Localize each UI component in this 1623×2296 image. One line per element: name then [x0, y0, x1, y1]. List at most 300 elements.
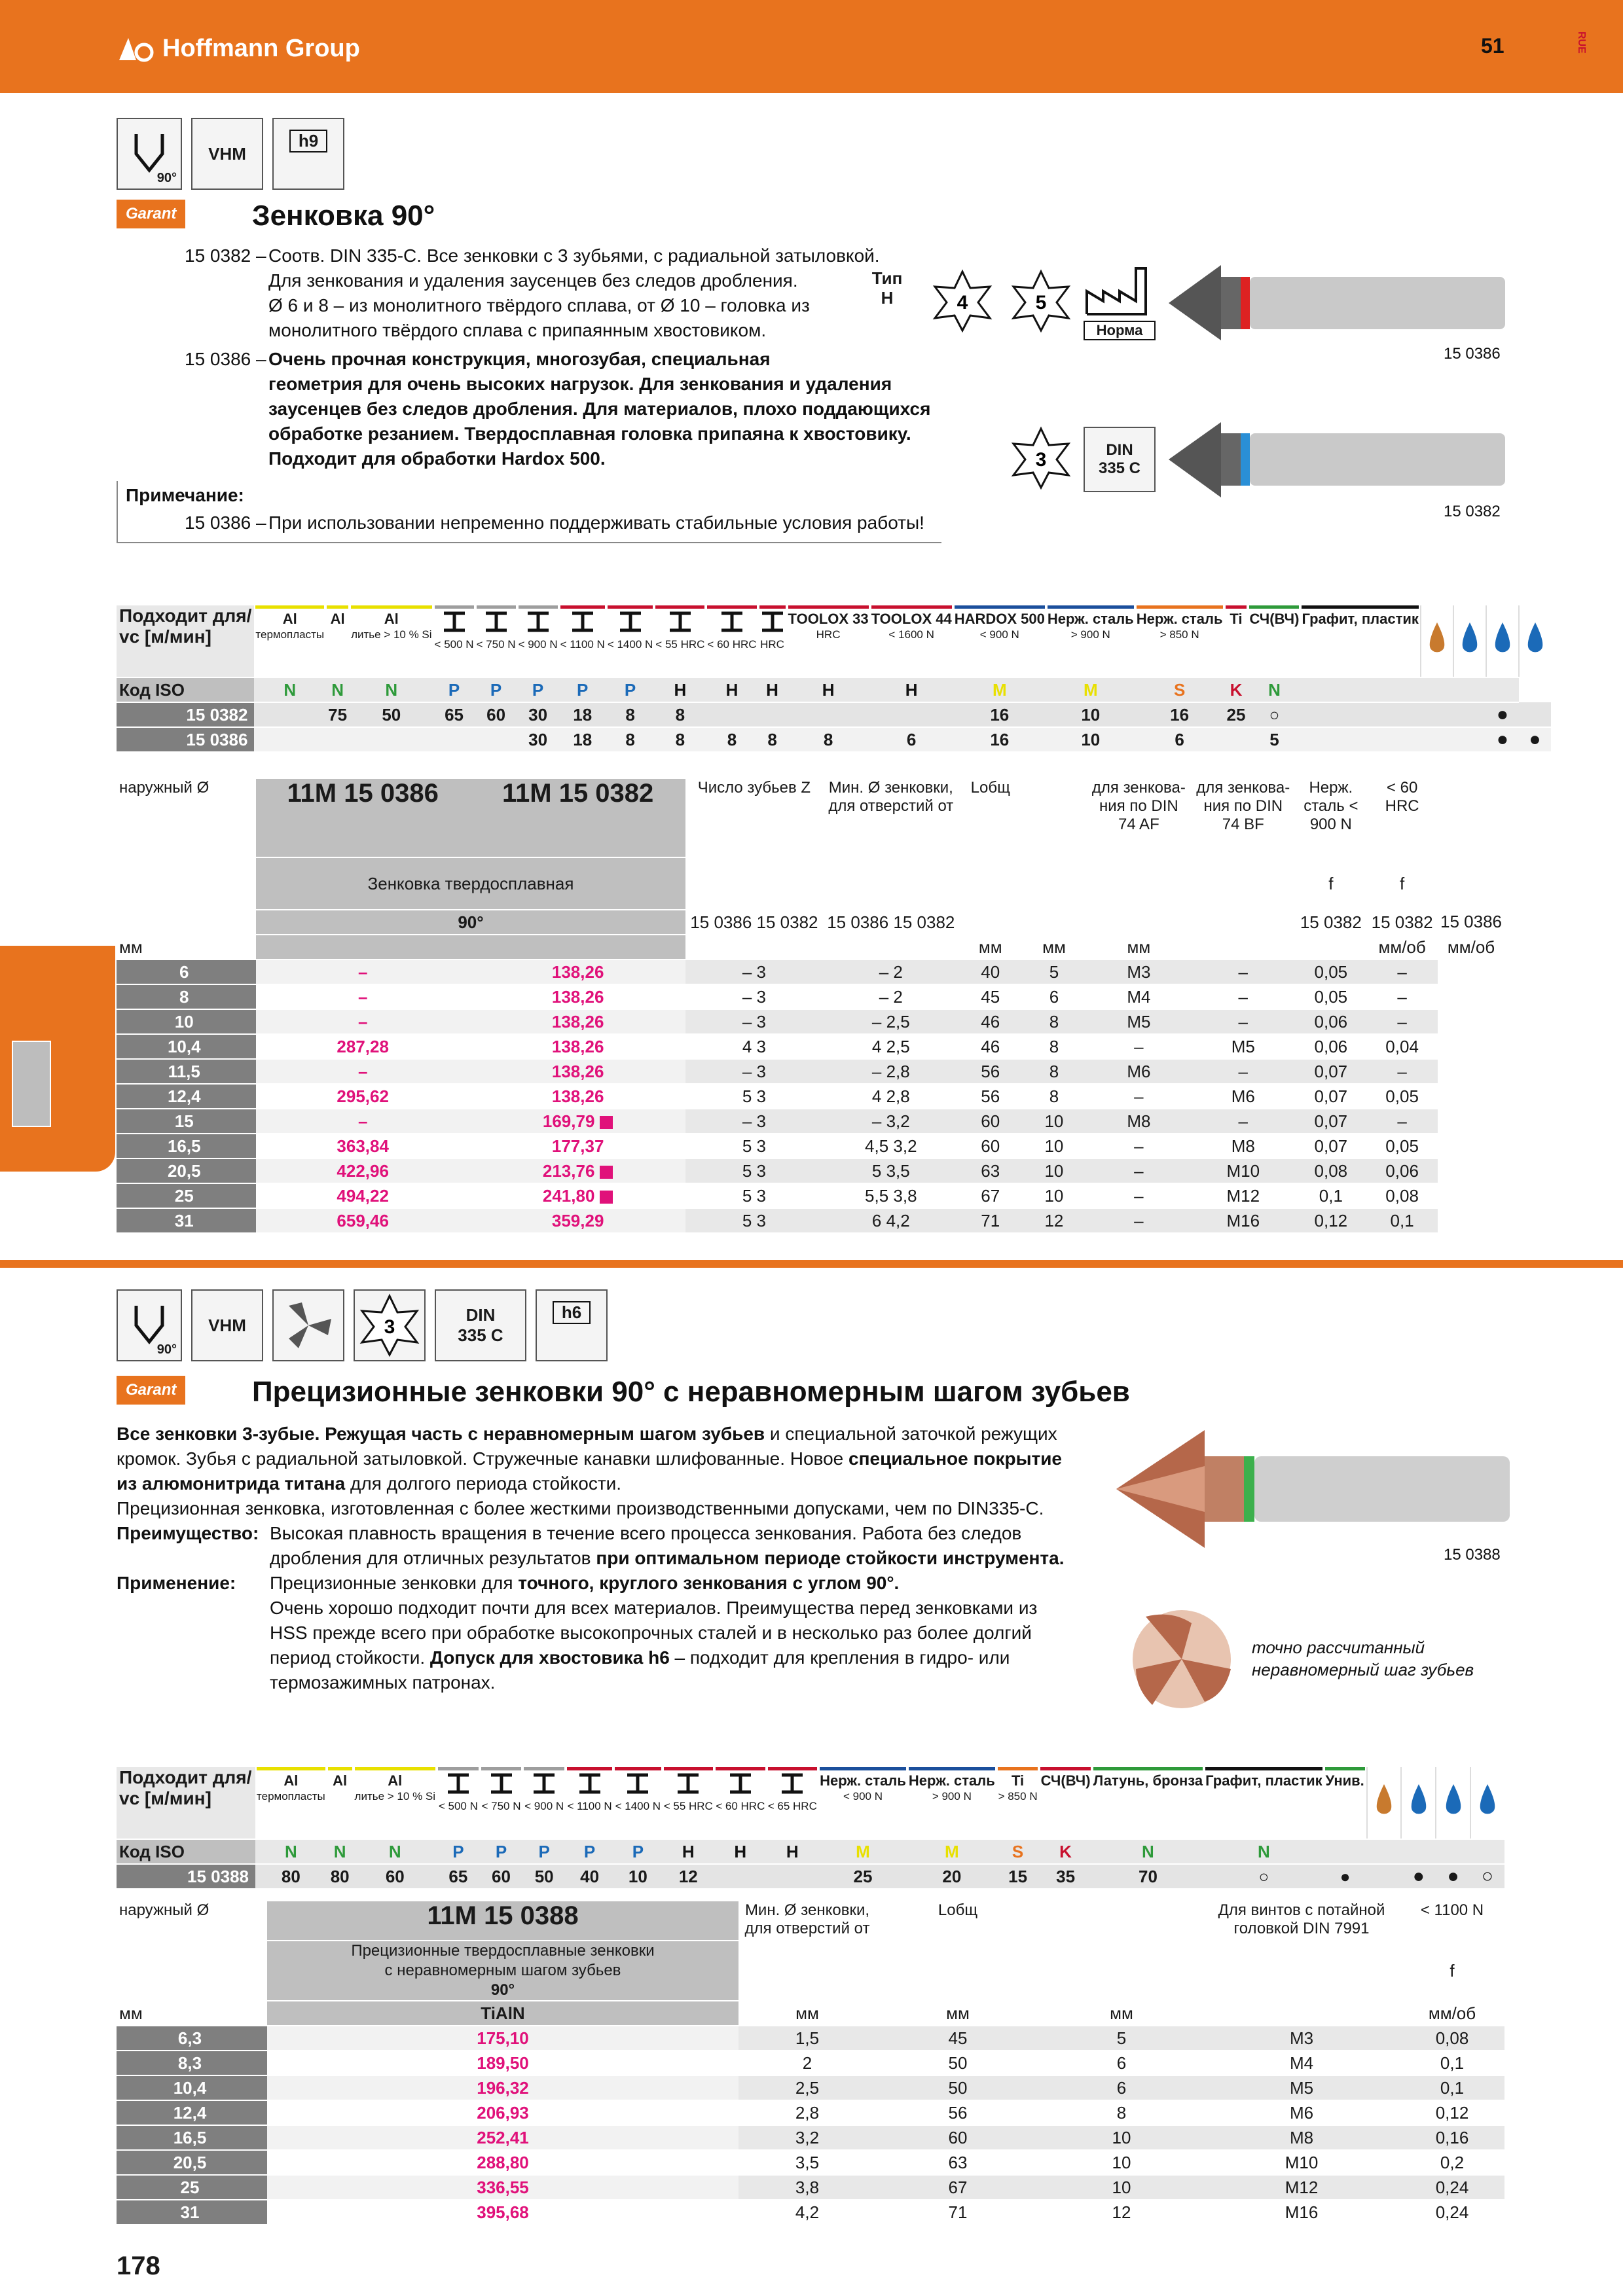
- material-sub: < 750 N: [476, 638, 516, 651]
- material-color-bar: [871, 605, 952, 609]
- material-color-bar: [707, 605, 756, 609]
- outer-diameter: 6: [117, 960, 256, 984]
- steel-beam-icon: [560, 611, 605, 637]
- table-cell: 0,06: [1295, 1034, 1366, 1059]
- material-col: [1092, 1767, 1204, 1839]
- vhm-label-2: VHM: [191, 1289, 263, 1361]
- outer-diameter: 12,4: [117, 1084, 256, 1109]
- product-row: [117, 1158, 1504, 1183]
- teeth-count: – 3: [685, 1009, 822, 1034]
- material-col: [559, 605, 606, 677]
- product-row: [117, 1034, 1504, 1059]
- table-cell: 0,12: [1295, 1208, 1366, 1233]
- outer-diameter: 12,4: [117, 2100, 267, 2125]
- outer-diameter: 8,3: [117, 2051, 267, 2075]
- price-150386[interactable]: –: [256, 984, 470, 1009]
- vc-value: 75: [325, 702, 350, 727]
- material-name: СЧ(ВЧ): [1249, 611, 1300, 627]
- iso-code: N: [1204, 1839, 1323, 1864]
- material-color-bar: [1226, 605, 1247, 609]
- product-header-cell: 11M 15 0388: [267, 1901, 739, 1941]
- iso-code: N: [254, 677, 325, 702]
- table-cell: –: [1087, 1158, 1191, 1183]
- coolant-mark: ●: [1436, 1864, 1470, 1889]
- iso-code: N: [327, 1839, 354, 1864]
- s1-p1: Соотв. DIN 335-C. Все зенковки с 3 зубьями, с радиальной затыловкой. Для зенкования и удаления заусенцев без следов дробления. Ø 6 и 8 – из монолитного твёрдого сплава, от Ø 10 – головка из монолитного твёрдого сплава с припаянным хвостовиком.: [268, 245, 880, 340]
- product-row: [117, 2051, 1504, 2075]
- material-col: [907, 1767, 996, 1839]
- sub-code: [1191, 910, 1295, 935]
- table-cell: 10: [1021, 1183, 1086, 1208]
- material-col: [767, 1767, 819, 1839]
- price-150382[interactable]: 138,26: [470, 1059, 686, 1084]
- material-color-bar: [1048, 605, 1134, 609]
- vc-value: 70: [1092, 1864, 1204, 1889]
- price-150382[interactable]: 213,76: [470, 1158, 686, 1183]
- table-cell: 8: [1040, 2100, 1203, 2125]
- price-150386[interactable]: 295,62: [256, 1084, 470, 1109]
- price-150386[interactable]: –: [256, 1059, 470, 1084]
- price-150388[interactable]: 175,10: [267, 2026, 739, 2051]
- unit: мм/об: [1400, 2001, 1504, 2026]
- vc-value: [350, 727, 433, 752]
- img2-caption: 15 0382: [1444, 503, 1501, 520]
- iso-empty: [1401, 1839, 1436, 1864]
- table-cell: 8: [1021, 1009, 1086, 1034]
- table-cell: 46: [959, 1009, 1021, 1034]
- iso-code: S: [1135, 677, 1224, 702]
- material-sub: < 1100 N: [567, 1800, 612, 1812]
- iso-code: P: [433, 677, 475, 702]
- s1-pictograms: [117, 118, 344, 190]
- table-cell: 0,08: [1400, 2026, 1504, 2051]
- min-diameter: 4 2,5: [822, 1034, 959, 1059]
- table-cell: 46: [959, 1034, 1021, 1059]
- vc-value: [1224, 727, 1249, 752]
- steel-beam-icon: [768, 1773, 818, 1799]
- coolant-mark: ●: [1486, 727, 1519, 752]
- spray-icon: [1436, 1767, 1470, 1839]
- price-150388[interactable]: 252,41: [267, 2125, 739, 2150]
- blank: [739, 1941, 876, 2001]
- table-cell: 10: [1021, 1134, 1086, 1158]
- table-cell: 1,5: [739, 2026, 876, 2051]
- s2-intro: Все зенковки 3-зубые. Режущая часть с неравномерным шагом зубьев и специальной заточкой режущих кромок. Зубья с радиальной затыловкой. Стружечные канавки шлифованные. Новое специальное покрытие из алюмонитрида титана для долгого периода стойкости. Прецизионная зенковка, изготовленная с более жесткими производственными допусками, чем по DIN335-C.: [117, 1424, 1062, 1518]
- table-cell: –: [1087, 1084, 1191, 1109]
- new-item-marker: [600, 1116, 613, 1129]
- price-150386[interactable]: –: [256, 1109, 470, 1134]
- iso-label: Код ISO: [117, 677, 254, 702]
- outer-diameter: 10,4: [117, 1034, 256, 1059]
- product-row: [117, 1109, 1504, 1134]
- price-150382[interactable]: 138,26: [470, 1034, 686, 1059]
- teeth-count: – 3: [685, 1059, 822, 1084]
- material-col: [1324, 1767, 1367, 1839]
- table-cell: M16: [1203, 2200, 1400, 2225]
- material-sub: литье > 10 % Si: [354, 1790, 436, 1803]
- table-cell: 0,06: [1295, 1009, 1366, 1034]
- table-cell: 0,07: [1295, 1059, 1366, 1084]
- vc-value: 10: [613, 1864, 662, 1889]
- table-cell: 2: [739, 2051, 876, 2075]
- min-diameter: – 2: [822, 960, 959, 984]
- material-name: Al: [330, 611, 345, 627]
- table-cell: M5: [1087, 1009, 1191, 1034]
- coolant-mark: ●: [1486, 702, 1519, 727]
- suit-header: Подходит для/ vc [м/мин]: [117, 605, 254, 677]
- outer-diameter: 15: [117, 1109, 256, 1134]
- img1-caption: 15 0386: [1444, 345, 1501, 363]
- price-150386[interactable]: 422,96: [256, 1158, 470, 1183]
- vc-value: 8: [706, 727, 757, 752]
- iso-code: P: [522, 1839, 566, 1864]
- iso-empty: [1453, 677, 1486, 702]
- product-angle: 90°: [256, 910, 686, 935]
- min-diameter: 4 2,8: [822, 1084, 959, 1109]
- material-col: [354, 1767, 437, 1839]
- table-cell: 8: [1021, 1034, 1086, 1059]
- product-header-cell: 11M 15 0382: [470, 779, 686, 857]
- table-cell: –: [1366, 1009, 1438, 1034]
- uneven-pitch-image: [1126, 1604, 1237, 1715]
- table-cell: 12: [1040, 2200, 1203, 2225]
- table-cell: –: [1366, 960, 1438, 984]
- vc-value: 65: [433, 702, 475, 727]
- material-name: Ti: [1230, 611, 1243, 627]
- vc-value: 16: [953, 702, 1046, 727]
- blank: [1021, 857, 1086, 910]
- iso-code: H: [654, 677, 706, 702]
- iso-empty: [1421, 677, 1453, 702]
- material-color-bar: [615, 1767, 661, 1770]
- material-name: Al: [283, 1772, 299, 1789]
- table-cell: 50: [876, 2051, 1040, 2075]
- material-color-bar: [1325, 1767, 1365, 1770]
- unit: [1191, 935, 1295, 960]
- material-name: Al: [388, 1772, 403, 1789]
- table-cell: 3,2: [739, 2125, 876, 2150]
- material-color-bar: [481, 1767, 522, 1770]
- iso-code: P: [475, 677, 517, 702]
- iso-code: P: [517, 677, 559, 702]
- note-num: 15 0386 –: [185, 512, 266, 533]
- material-name: СЧ(ВЧ): [1040, 1772, 1091, 1789]
- iso-code: M: [907, 1839, 996, 1864]
- material-name: Нерж. сталь: [908, 1772, 995, 1789]
- s2-pictograms: [117, 1289, 608, 1361]
- material-color-bar: [560, 605, 605, 609]
- table-cell: 0,2: [1400, 2150, 1504, 2175]
- iso-empty: [1300, 677, 1420, 702]
- price-150386[interactable]: –: [256, 1009, 470, 1034]
- product-header-cell: Для винтов с потайной головкой DIN 7991: [1203, 1901, 1400, 1941]
- price-150388[interactable]: 189,50: [267, 2051, 739, 2075]
- material-color-bar: [759, 605, 786, 609]
- vc-value: 8: [758, 727, 787, 752]
- iso-code: P: [606, 677, 654, 702]
- price-150386[interactable]: 363,84: [256, 1134, 470, 1158]
- table-cell: 6: [1040, 2075, 1203, 2100]
- unit-mm: мм: [117, 935, 256, 960]
- min-diameter: 5 3,5: [822, 1158, 959, 1183]
- vc-value: 8: [606, 702, 654, 727]
- vc-value: 8: [654, 727, 706, 752]
- product-row: [117, 1059, 1504, 1084]
- table-cell: 0,12: [1400, 2100, 1504, 2125]
- material-sub: < 60 HRC: [707, 638, 757, 651]
- material-col: [254, 605, 325, 677]
- table-cell: 60: [959, 1134, 1021, 1158]
- price-150382[interactable]: 138,26: [470, 984, 686, 1009]
- s1-title: Зенковка 90°: [252, 200, 435, 232]
- blank: [256, 935, 686, 960]
- adv-text: Высокая плавность вращения в течение всего процесса зенкования. Работа без следов дробления для отличных результатов при оптимальном периоде стойкости инструмента.: [270, 1523, 1065, 1568]
- table-cell: 56: [959, 1059, 1021, 1084]
- table-cell: 8: [1021, 1084, 1086, 1109]
- iso-code: H: [787, 677, 870, 702]
- table-cell: 10: [1040, 2125, 1203, 2150]
- product-header-cell: для зенкова- ния по DIN 74 BF: [1191, 779, 1295, 857]
- table-cell: 0,1: [1295, 1183, 1366, 1208]
- vc-value: 6: [1135, 727, 1224, 752]
- img3-caption: 15 0388: [1444, 1546, 1501, 1564]
- table-cell: 0,04: [1366, 1034, 1438, 1059]
- oil-drop-icon: [1367, 1767, 1402, 1839]
- steel-beam-icon: [707, 611, 756, 637]
- iso-code: N: [255, 1839, 327, 1864]
- material-sub: < 500 N: [434, 638, 474, 651]
- new-item-marker: [600, 1166, 613, 1179]
- material-col: [613, 1767, 662, 1839]
- sub-code: 15 0386 15 0382: [685, 910, 822, 935]
- material-name: Нерж. сталь: [1136, 611, 1223, 627]
- iso-label: Код ISO: [117, 1839, 255, 1864]
- vc-value: 30: [517, 702, 559, 727]
- material-name: Al: [384, 611, 399, 627]
- table-cell: 0,16: [1400, 2125, 1504, 2150]
- table-cell: M8: [1087, 1109, 1191, 1134]
- vc-value: 20: [907, 1864, 996, 1889]
- material-col: [325, 605, 350, 677]
- table-cell: M6: [1087, 1059, 1191, 1084]
- vc-value: 8: [654, 702, 706, 727]
- teeth-count: 5 3: [685, 1208, 822, 1233]
- price-150382[interactable]: 241,80: [470, 1183, 686, 1208]
- price-150382[interactable]: 359,29: [470, 1208, 686, 1233]
- min-diameter: 4,5 3,2: [822, 1134, 959, 1158]
- material-color-bar: [608, 605, 653, 609]
- dry-icon: [1519, 605, 1551, 677]
- outer-diameter: 20,5: [117, 2150, 267, 2175]
- vc-value: 40: [566, 1864, 613, 1889]
- material-sub: литье > 10 % Si: [351, 628, 432, 641]
- material-color-bar: [257, 1767, 325, 1770]
- product-row: [117, 2150, 1504, 2175]
- blank: [117, 910, 256, 935]
- price-150382[interactable]: 169,79: [470, 1109, 686, 1134]
- iso-code: N: [1092, 1839, 1204, 1864]
- product-row: [117, 960, 1504, 984]
- product-row: [117, 2200, 1504, 2225]
- price-150386[interactable]: 659,46: [256, 1208, 470, 1233]
- garant-logo: Garant: [117, 200, 185, 228]
- sub-code: [959, 910, 1021, 935]
- product-row: [117, 2175, 1504, 2200]
- price-150382[interactable]: 138,26: [470, 1009, 686, 1034]
- material-sub: < 60 HRC: [716, 1800, 765, 1812]
- note-label: Примечание:: [126, 485, 244, 505]
- price-150388[interactable]: 196,32: [267, 2075, 739, 2100]
- outer-diameter: 20,5: [117, 1158, 256, 1183]
- material-color-bar: [820, 1767, 906, 1770]
- price-150388[interactable]: 395,68: [267, 2200, 739, 2225]
- blank: [959, 857, 1021, 910]
- din-335c-icon: DIN 335 C: [1084, 427, 1156, 492]
- material-sub: < 750 N: [481, 1800, 521, 1812]
- table-cell: 0,07: [1295, 1084, 1366, 1109]
- table-cell: 6: [1021, 984, 1086, 1009]
- oil-drop-icon: [1421, 605, 1453, 677]
- table-cell: 0,08: [1295, 1158, 1366, 1183]
- price-150382[interactable]: 138,26: [470, 960, 686, 984]
- price-150388[interactable]: 206,93: [267, 2100, 739, 2125]
- material-color-bar: [1040, 1767, 1090, 1770]
- material-name: Нерж. сталь: [1047, 611, 1134, 627]
- table-cell: –: [1191, 1009, 1295, 1034]
- material-name: HARDOX 500: [954, 611, 1045, 627]
- price-150382[interactable]: 177,37: [470, 1134, 686, 1158]
- material-col: [870, 605, 953, 677]
- iso-code: K: [1224, 677, 1249, 702]
- table-cell: 56: [876, 2100, 1040, 2125]
- vc-value: 80: [255, 1864, 327, 1889]
- material-color-bar: [1302, 605, 1418, 609]
- iso-code: P: [559, 677, 606, 702]
- product-header-cell: наружный Ø: [117, 779, 256, 857]
- table-cell: 67: [876, 2175, 1040, 2200]
- price-150382[interactable]: 138,26: [470, 1084, 686, 1109]
- teeth-count: – 3: [685, 960, 822, 984]
- suit-row: [117, 727, 1551, 752]
- table-cell: 0,05: [1366, 1134, 1438, 1158]
- unit: [1203, 2001, 1400, 2026]
- price-150388[interactable]: 288,80: [267, 2150, 739, 2175]
- vc-value: 18: [559, 702, 606, 727]
- pitch-caption: точно рассчитанный неравномерный шаг зубьев: [1252, 1638, 1474, 1679]
- price-150386[interactable]: –: [256, 960, 470, 984]
- material-color-bar: [328, 1767, 352, 1770]
- tolerance-h9: h9: [272, 118, 344, 190]
- steel-beam-icon: [477, 611, 516, 637]
- material-sub: термопласты: [257, 1790, 325, 1803]
- product-header-cell: наружный Ø: [117, 1901, 267, 1941]
- material-col: [433, 605, 475, 677]
- table-cell: –: [1191, 984, 1295, 1009]
- sub-code: [1021, 910, 1086, 935]
- s2-title: Прецизионные зенковки 90° с неравномерным шагом зубьев: [252, 1376, 1130, 1408]
- min-diameter: 5,5 3,8: [822, 1183, 959, 1208]
- material-color-bar: [909, 1767, 995, 1770]
- vc-value: 5: [1248, 727, 1300, 752]
- steel-beam-icon: [524, 1773, 564, 1799]
- table-cell: –: [1191, 1059, 1295, 1084]
- price-150386[interactable]: 287,28: [256, 1034, 470, 1059]
- material-name: Графит, пластик: [1205, 1772, 1322, 1789]
- coolant-mark: [1453, 702, 1486, 727]
- iso-code: P: [613, 1839, 662, 1864]
- product-row: [117, 1134, 1504, 1158]
- price-150388[interactable]: 336,55: [267, 2175, 739, 2200]
- material-col: [566, 1767, 613, 1839]
- material-col: [475, 605, 517, 677]
- unit: мм/об: [1438, 935, 1504, 960]
- material-sub: < 900 N: [843, 1790, 883, 1803]
- table-cell: 63: [959, 1158, 1021, 1183]
- material-col: [1039, 1767, 1091, 1839]
- language-code: RUE: [1576, 31, 1587, 54]
- iso-code: M: [953, 677, 1046, 702]
- teeth-count: 4 3: [685, 1034, 822, 1059]
- material-sub: < 1600 N: [888, 628, 934, 641]
- teeth-4-icon: [930, 268, 995, 334]
- iso-code: P: [437, 1839, 480, 1864]
- svg-text:3: 3: [1035, 449, 1047, 471]
- vc-value: 30: [517, 727, 559, 752]
- suit-code: 15 0382: [117, 702, 254, 727]
- suit-code: 15 0386: [117, 727, 254, 752]
- material-sub: < 1400 N: [615, 1800, 661, 1812]
- vc-value: 60: [475, 702, 517, 727]
- teeth-5-icon: [1008, 268, 1074, 334]
- vc-value: 12: [663, 1864, 715, 1889]
- material-col: [327, 1767, 354, 1839]
- table-cell: 60: [959, 1109, 1021, 1134]
- iso-empty: [1470, 1839, 1504, 1864]
- table-cell: M12: [1203, 2175, 1400, 2200]
- blank: [1040, 1941, 1203, 2001]
- min-diameter: – 3,2: [822, 1109, 959, 1134]
- empty-cell: [1367, 1864, 1402, 1889]
- iso-code: [1324, 1839, 1367, 1864]
- material-col: [787, 605, 870, 677]
- product-header-cell: [1021, 779, 1086, 857]
- material-sub: < 55 HRC: [655, 638, 705, 651]
- material-color-bar: [477, 605, 516, 609]
- outer-diameter: 31: [117, 2200, 267, 2225]
- table-cell: M5: [1191, 1034, 1295, 1059]
- steel-beam-icon: [567, 1773, 612, 1799]
- iso-code: H: [714, 1839, 767, 1864]
- brand-logo: Hoffmann Group: [117, 34, 360, 63]
- empty-cell: [1300, 727, 1420, 752]
- coolant-mark: ●: [1401, 1864, 1436, 1889]
- table-cell: 0,07: [1295, 1134, 1366, 1158]
- suit-row: [117, 1864, 1504, 1889]
- vhm-label: VHM: [191, 118, 263, 190]
- outer-diameter: 11,5: [117, 1059, 256, 1084]
- material-color-bar: [664, 1767, 714, 1770]
- material-color-bar: [327, 605, 348, 609]
- material-name: Нерж. сталь: [820, 1772, 906, 1789]
- product-header-cell: < 60 HRC: [1366, 779, 1438, 857]
- blank: [1087, 857, 1191, 910]
- blank: f: [1295, 857, 1366, 910]
- teeth-count: 5 3: [685, 1183, 822, 1208]
- table-cell: M16: [1191, 1208, 1295, 1233]
- table-cell: 10: [1021, 1158, 1086, 1183]
- price-150386[interactable]: 494,22: [256, 1183, 470, 1208]
- material-sub: < 900 N: [524, 1800, 564, 1812]
